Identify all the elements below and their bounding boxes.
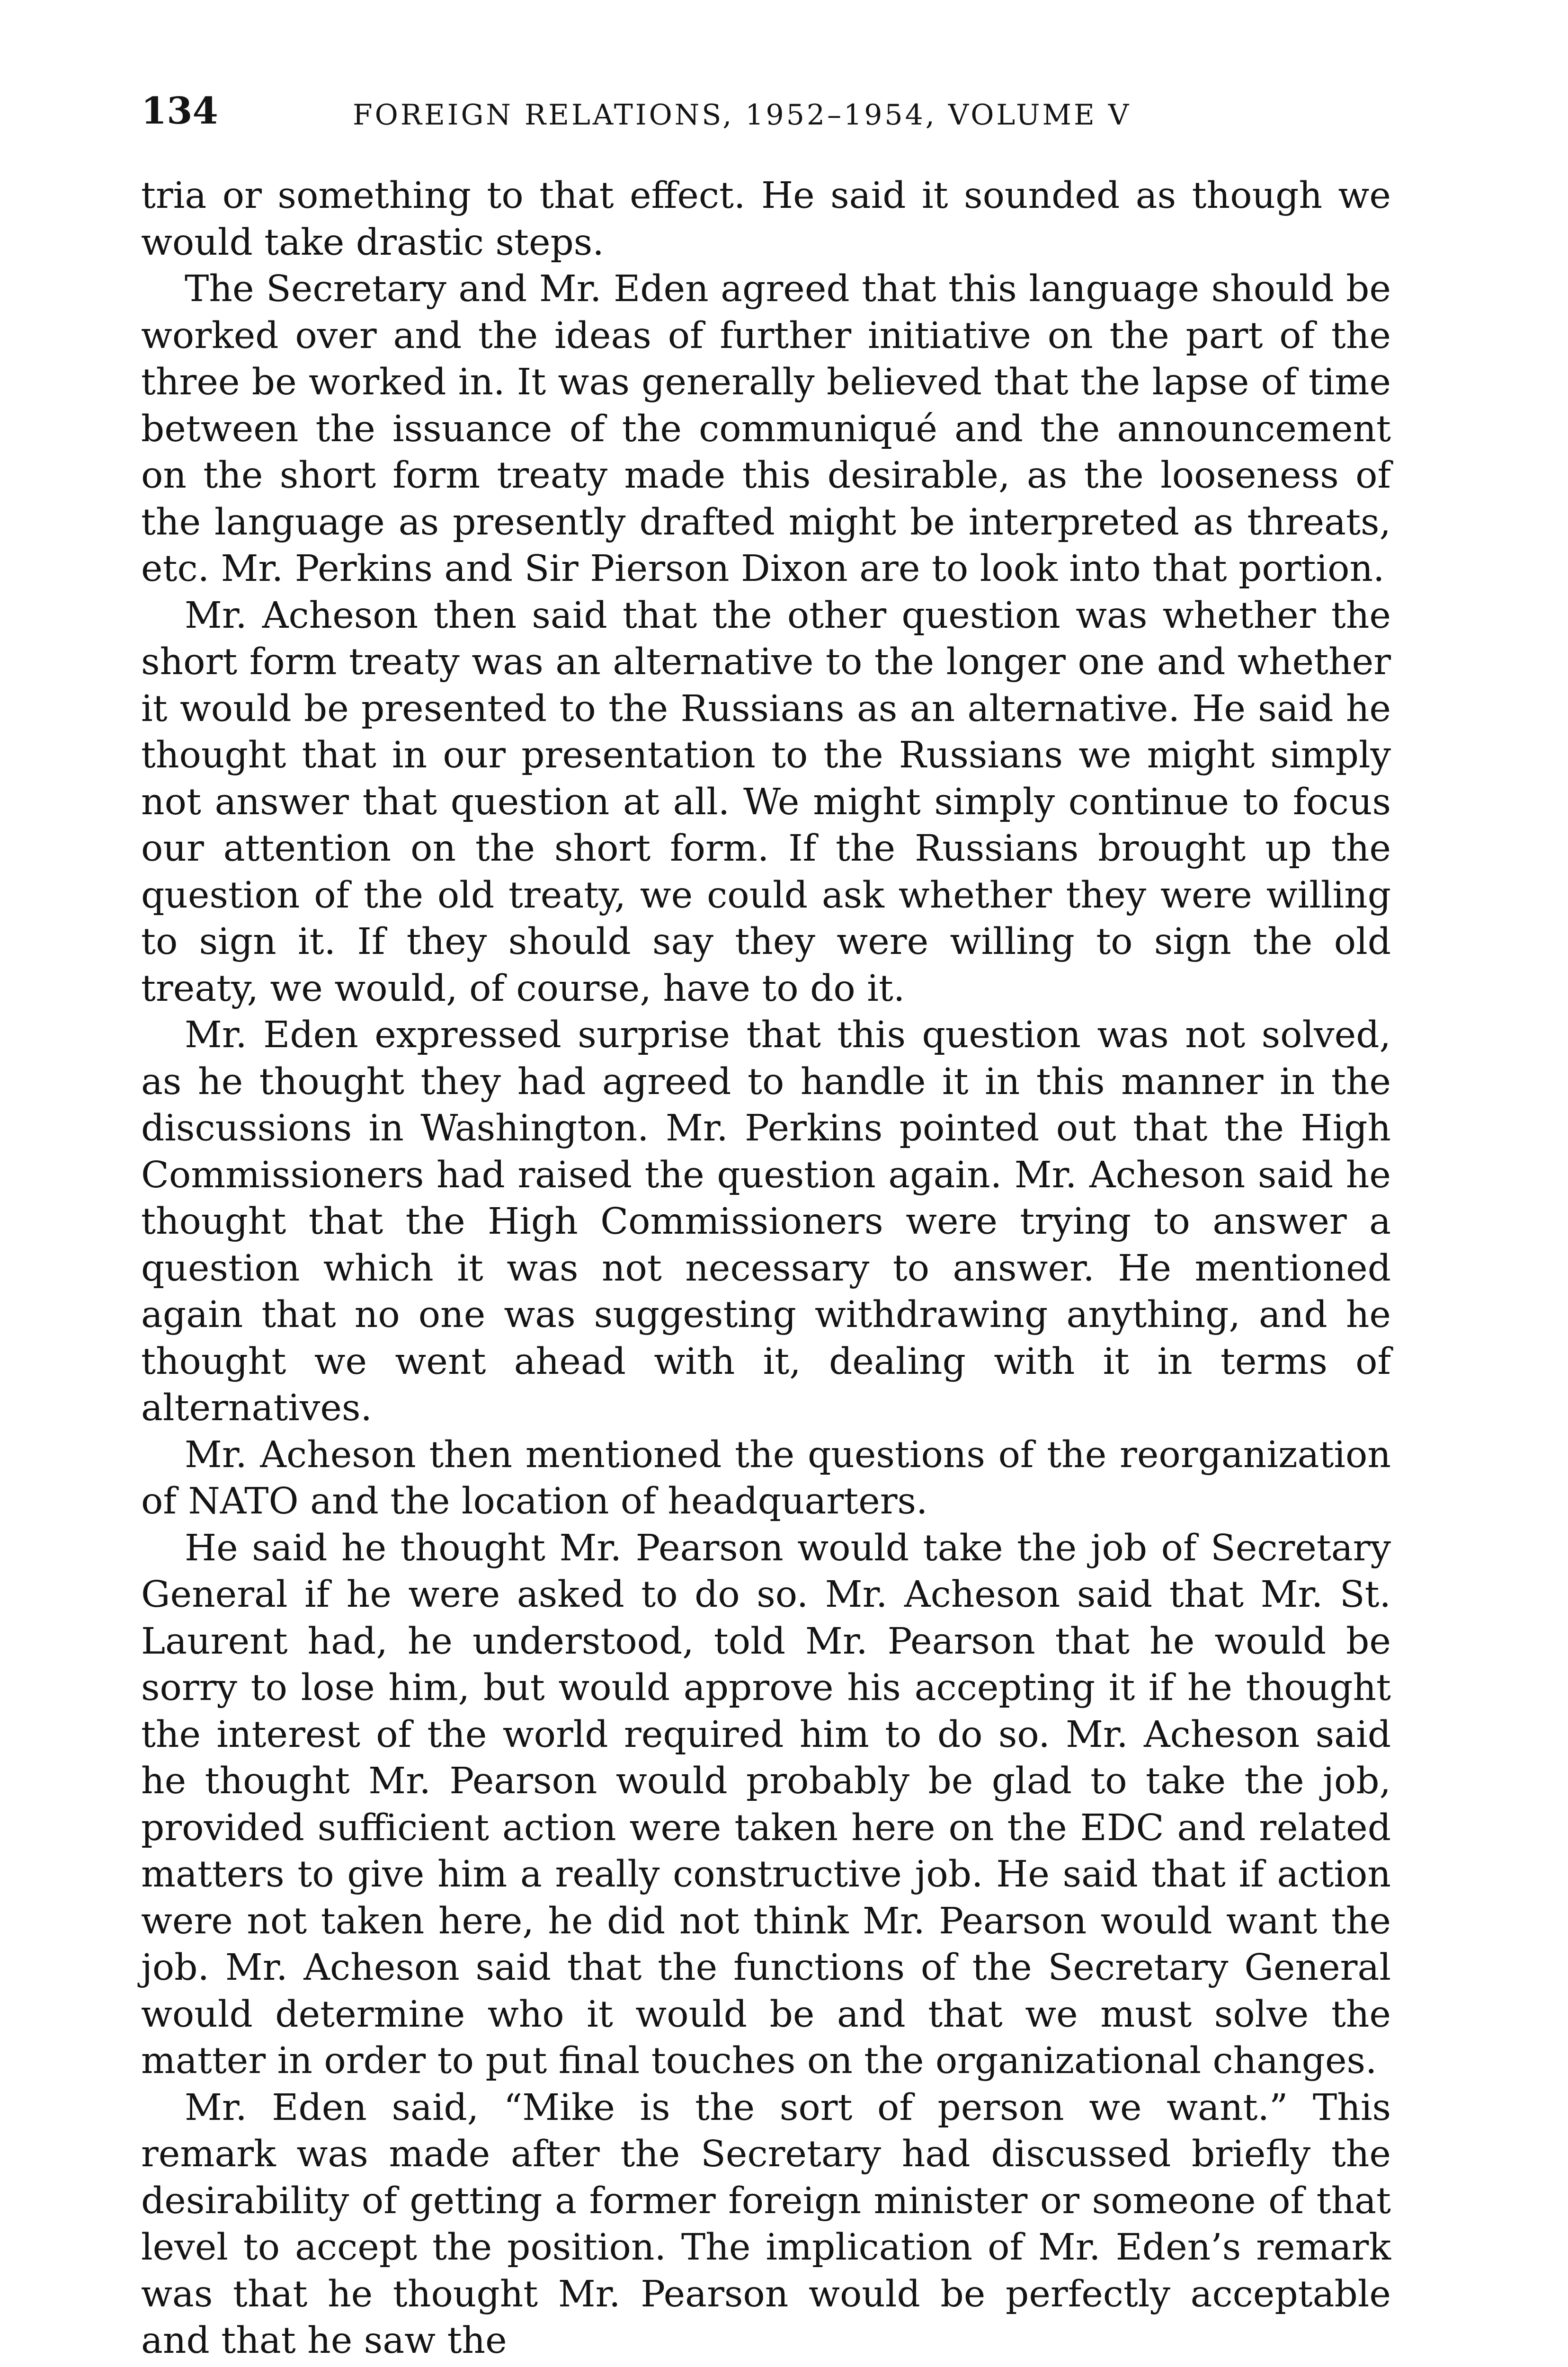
paragraph: Mr. Acheson then said that the other question was whether the short form treaty was an alternative to the longer one and whether it would be presented to the Russians as an alternative. He said he thought that in our presentation to the Russians we might simply not answer that question at all. We might simply continue to focus our attention on the short form. If the Russians brought up the question of the old treaty, we could ask whether they were willing to sign it. If they should say they were willing to sign the old treaty, we would, of course, have to do it. <box>141 594 1391 1010</box>
paragraph: Mr. Eden said, “Mike is the sort of person we want.” This remark was made after the Secretary had discussed briefly the desirability of getting a former foreign minister or someone of that level to accept the position. The implication of Mr. Eden’s remark was that he thought Mr. Pearson would be perfectly acceptable and that he saw the <box>141 2086 1391 2362</box>
paragraph: Mr. Acheson then mentioned the questions of the reorganization of NATO and the location of headquarters. <box>141 1433 1391 1522</box>
body-text <box>141 173 1391 2365</box>
paragraph: Mr. Eden expressed surprise that this question was not solved, as he thought they had agreed to handle it in this manner in the discussions in Washington. Mr. Perkins pointed out that the High Commissioners had raised the question again. Mr. Acheson said he thought that the High Commissioners were trying to answer a question which it was not necessary to answer. He mentioned again that no one was suggesting withdrawing anything, and he thought we went ahead with it, dealing with it in terms of alternatives. <box>141 1014 1391 1429</box>
paragraph: The Secretary and Mr. Eden agreed that this language should be worked over and the ideas of further initiative on the part of the three be worked in. It was generally believed that the lapse of time between the issuance of the communiqué and the announcement on the short form treaty made this desirable, as the looseness of the language as presently drafted might be interpreted as threats, etc. Mr. Perkins and Sir Pierson Dixon are to look into that portion. <box>141 268 1391 590</box>
paragraph-continued: tria or something to that effect. He said it sounded as though we would take drastic steps. <box>141 175 1391 264</box>
running-head: FOREIGN RELATIONS, 1952–1954, VOLUME V <box>353 98 1131 132</box>
page-number: 134 <box>141 89 218 133</box>
paragraph: He said he thought Mr. Pearson would take the job of Secretary General if he were asked to do so. Mr. Acheson said that Mr. St. Laurent had, he understood, told Mr. Pearson that he would be sorry to lose him, but would approve his accepting it if he thought the interest of the world required him to do so. Mr. Acheson said he thought Mr. Pearson would probably be glad to take the job, provided sufficient action were taken here on the EDC and related matters to give him a really constructive job. He said that if action were not taken here, he did not think Mr. Pearson would want the job. Mr. Acheson said that the functions of the Secretary General would determine who it would be and that we must solve the matter in order to put final touches on the organizational changes. <box>141 1527 1391 2082</box>
page-header <box>141 88 1391 144</box>
